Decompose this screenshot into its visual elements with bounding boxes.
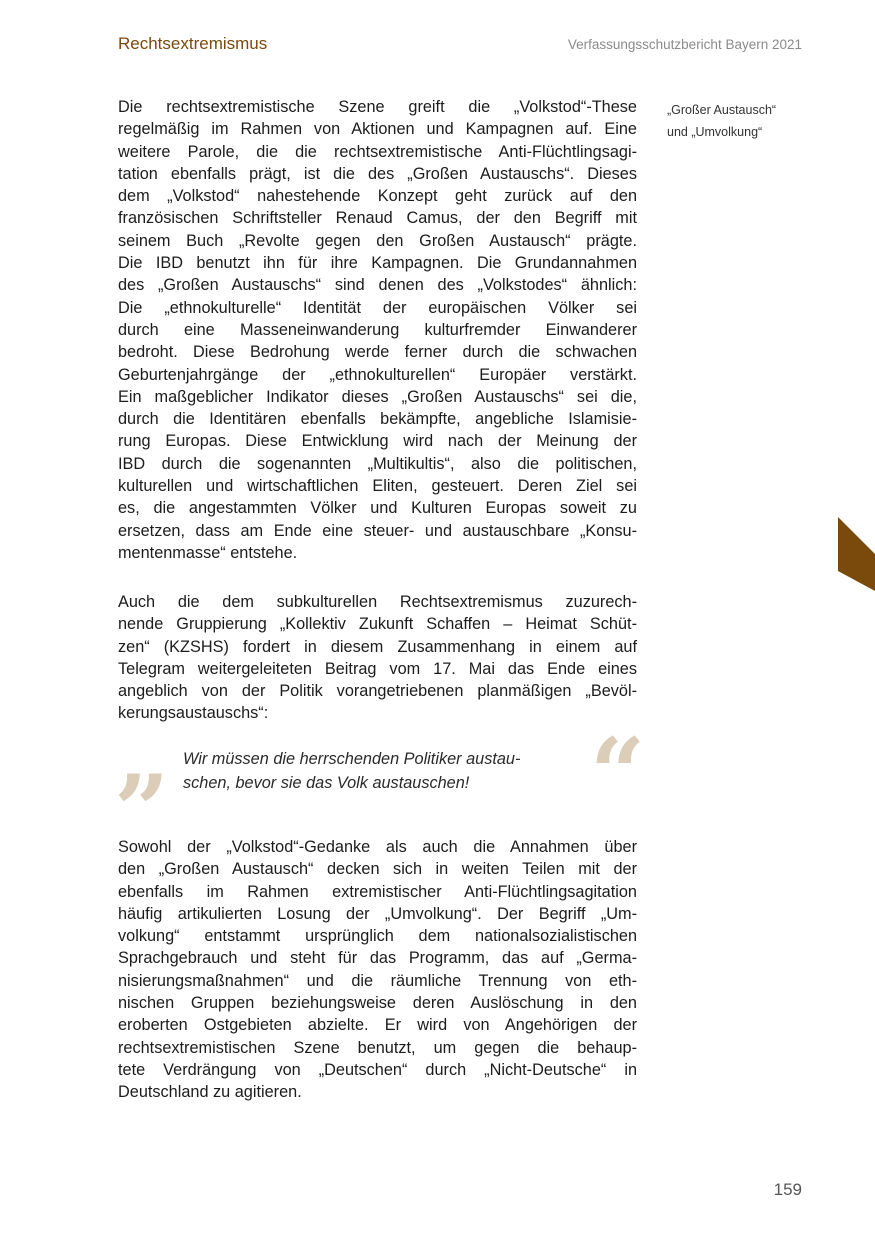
publication-title: Verfassungsschutzbericht Bayern 2021 [567, 37, 802, 52]
text-line: Die rechtsextremistische Szene greift die „Volkstod“-These [118, 98, 637, 116]
margin-note [667, 99, 817, 143]
text-line: Ein maßgeblicher Indikator dieses „Großen Austauschs“ sei die, [118, 387, 637, 406]
text-line: bedroht. Diese Bedrohung werde ferner durch die schwachen [118, 343, 637, 362]
text-line: seinem Buch „Revolte gegen den Großen Austausch“ prägte. [118, 231, 637, 250]
text-line: tete Verdrängung von „Deutschen“ durch „Nicht-Deutsche“ in [118, 1060, 637, 1079]
quote-line: Wir müssen die herrschenden Politiker austau- [183, 750, 521, 768]
paragraph [118, 96, 637, 564]
text-line: den „Großen Austausch“ decken sich in weiten Teilen mit der [118, 860, 637, 879]
text-line: zen“ (KZSHS) fordert in diesem Zusammenhang in einem auf [118, 637, 637, 656]
text-line: Die IBD benutzt ihn für ihre Kampagnen. Die Grundannahmen [118, 254, 637, 273]
text-line: Geburtenjahrgänge der „ethnokulturellen“ Europäer verstärkt. [118, 365, 637, 384]
text-line: angeblich von der Politik vorangetriebenen planmäßigen „Bevöl- [118, 682, 637, 701]
text-line: kulturellen und wirtschaftlichen Eliten, gesteuert. Deren Ziel sei [118, 477, 637, 496]
text-line: IBD durch die sogenannten „Multikultis“, also die politischen, [118, 454, 637, 473]
text-line: regelmäßig im Rahmen von Aktionen und Kampagnen auf. Eine [118, 120, 637, 139]
text-line: Deutschland zu agitieren. [118, 1083, 302, 1102]
text-line: es, die angestammten Völker und Kulturen Europas soweit zu [118, 499, 637, 518]
text-line: Auch die dem subkulturellen Rechtsextremismus zuzurech- [118, 593, 637, 611]
section-title: Rechtsextremismus [118, 34, 268, 53]
chapter-tab-marker [838, 517, 875, 591]
text-line: tation ebenfalls prägt, ist die des „Großen Austauschs“. Dieses [118, 164, 637, 183]
text-line: ersetzen, dass am Ende eine steuer- und austauschbare „Konsu- [118, 521, 637, 540]
quote-line: schen, bevor sie das Volk austauschen! [183, 774, 470, 792]
text-line: kerungsaustauschs“: [118, 704, 269, 723]
paragraph [118, 836, 637, 1104]
text-line: nisierungsmaßnahmen“ und die räumliche Trennung von eth- [118, 971, 637, 990]
text-line: nischen Gruppen beziehungsweise deren Auslöschung in den [118, 994, 637, 1013]
text-line: rechtsextremistischen Szene benutzt, um gegen die behaup- [118, 1038, 637, 1057]
text-line: weitere Parole, die die rechtsextremistische Anti-Flüchtlingsagi- [118, 142, 637, 161]
text-line: durch die Identitären ebenfalls bekämpfte, angebliche Islamisie- [118, 410, 637, 429]
text-line: dem „Volkstod“ nahestehende Konzept geht zurück auf den [118, 187, 637, 206]
margin-note-line: „Großer Austausch“ [667, 103, 777, 117]
text-line: mentenmasse“ entstehe. [118, 543, 298, 562]
text-line: französischen Schriftsteller Renaud Camus, der den Begriff mit [118, 209, 637, 228]
text-line: Sprachgebrauch und steht für das Programm, das auf „Germa- [118, 949, 637, 968]
paragraph [118, 591, 637, 725]
block-quote [183, 747, 575, 795]
text-line: des „Großen Austauschs“ sind denen des „Volkstodes“ ähnlich: [118, 276, 637, 295]
opening-quote-mark: “ [590, 717, 646, 830]
margin-note-line: und „Umvolkung“ [667, 125, 763, 139]
text-line: ebenfalls im Rahmen extremistischer Anti-Flüchtlingsagitation [118, 882, 637, 901]
text-line: eroberten Ostgebieten abzielte. Er wird von Angehörigen der [118, 1016, 637, 1035]
text-line: Die „ethnokulturelle“ Identität der europäischen Völker sei [118, 298, 637, 317]
text-line: rung Europas. Diese Entwicklung wird nach der Meinung der [118, 432, 637, 451]
text-line: durch eine Masseneinwanderung kulturfremder Einwanderer [118, 320, 637, 339]
text-line: volkung“ entstammt ursprünglich dem nationalsozialistischen [118, 927, 637, 946]
page-number: 159 [773, 1180, 802, 1199]
text-line: nende Gruppierung „Kollektiv Zukunft Schaffen – Heimat Schüt- [118, 615, 637, 634]
text-line: häufig artikulierten Losung der „Umvolkung“. Der Begriff „Um- [118, 904, 637, 923]
text-line: Telegram weitergeleiteten Beitrag vom 17. Mai das Ende eines [118, 659, 637, 678]
text-line: Sowohl der „Volkstod“-Gedanke als auch die Annahmen über [118, 838, 637, 856]
closing-quote-mark: ” [114, 754, 170, 867]
